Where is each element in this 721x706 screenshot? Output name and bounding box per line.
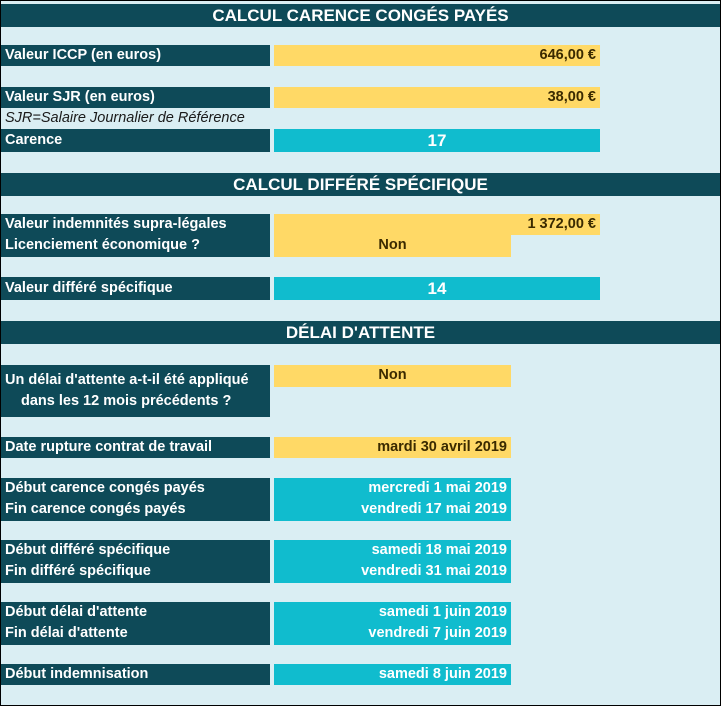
label-block-differe bbox=[1, 214, 270, 257]
label-rupture: Date rupture contrat de travail bbox=[1, 437, 270, 458]
input-question[interactable]: Non bbox=[274, 365, 511, 387]
label-block-carence-dates bbox=[1, 478, 270, 521]
value-fin-carence: vendredi 17 mai 2019 bbox=[361, 501, 507, 517]
input-supra[interactable]: 1 372,00 € bbox=[274, 214, 600, 235]
label-debut-indemnisation: Début indemnisation bbox=[1, 664, 270, 685]
value-debut-carence: mercredi 1 mai 2019 bbox=[368, 480, 507, 496]
label-differe: Valeur différé spécifique bbox=[1, 277, 270, 300]
input-iccp[interactable]: 646,00 € bbox=[274, 45, 600, 66]
result-attente-dates bbox=[274, 602, 511, 645]
value-fin-differe: vendredi 31 mai 2019 bbox=[361, 563, 507, 579]
value-debut-differe: samedi 18 mai 2019 bbox=[371, 542, 507, 558]
label-fin-carence: Fin carence congés payés bbox=[5, 501, 186, 517]
result-differe-dates bbox=[274, 540, 511, 583]
value-debut-attente: samedi 1 juin 2019 bbox=[378, 604, 507, 620]
result-carence-dates bbox=[274, 478, 511, 521]
label-carence: Carence bbox=[1, 129, 270, 152]
label-supra: Valeur indemnités supra-légales bbox=[5, 216, 227, 232]
label-sjr: Valeur SJR (en euros) bbox=[1, 87, 270, 108]
label-question-line2: dans les 12 mois précédents ? bbox=[21, 393, 232, 409]
value-fin-attente: vendredi 7 juin 2019 bbox=[368, 625, 507, 641]
input-licenciement[interactable]: Non bbox=[274, 235, 511, 257]
input-sjr[interactable]: 38,00 € bbox=[274, 87, 600, 108]
section-header-carence: CALCUL CARENCE CONGÉS PAYÉS bbox=[1, 4, 720, 27]
sjr-note: SJR=Salaire Journalier de Référence bbox=[5, 110, 245, 126]
section-header-delai: DÉLAI D'ATTENTE bbox=[1, 321, 720, 344]
label-fin-attente: Fin délai d'attente bbox=[5, 625, 128, 641]
result-carence: 17 bbox=[274, 129, 600, 152]
label-block-attente-dates bbox=[1, 602, 270, 645]
section-header-differe: CALCUL DIFFÉRÉ SPÉCIFIQUE bbox=[1, 173, 720, 196]
label-fin-differe: Fin différé spécifique bbox=[5, 563, 151, 579]
result-differe: 14 bbox=[274, 277, 600, 300]
label-iccp: Valeur ICCP (en euros) bbox=[1, 45, 270, 66]
input-rupture[interactable]: mardi 30 avril 2019 bbox=[274, 437, 511, 458]
label-licenciement: Licenciement économique ? bbox=[5, 237, 200, 253]
label-question bbox=[1, 365, 270, 417]
label-debut-differe: Début différé spécifique bbox=[5, 542, 171, 558]
label-question-line1: Un délai d'attente a-t-il été appliqué bbox=[5, 372, 249, 388]
label-debut-attente: Début délai d'attente bbox=[5, 604, 148, 620]
label-debut-carence: Début carence congés payés bbox=[5, 480, 205, 496]
label-block-differe-dates bbox=[1, 540, 270, 583]
value-debut-indemnisation: samedi 8 juin 2019 bbox=[274, 664, 511, 685]
